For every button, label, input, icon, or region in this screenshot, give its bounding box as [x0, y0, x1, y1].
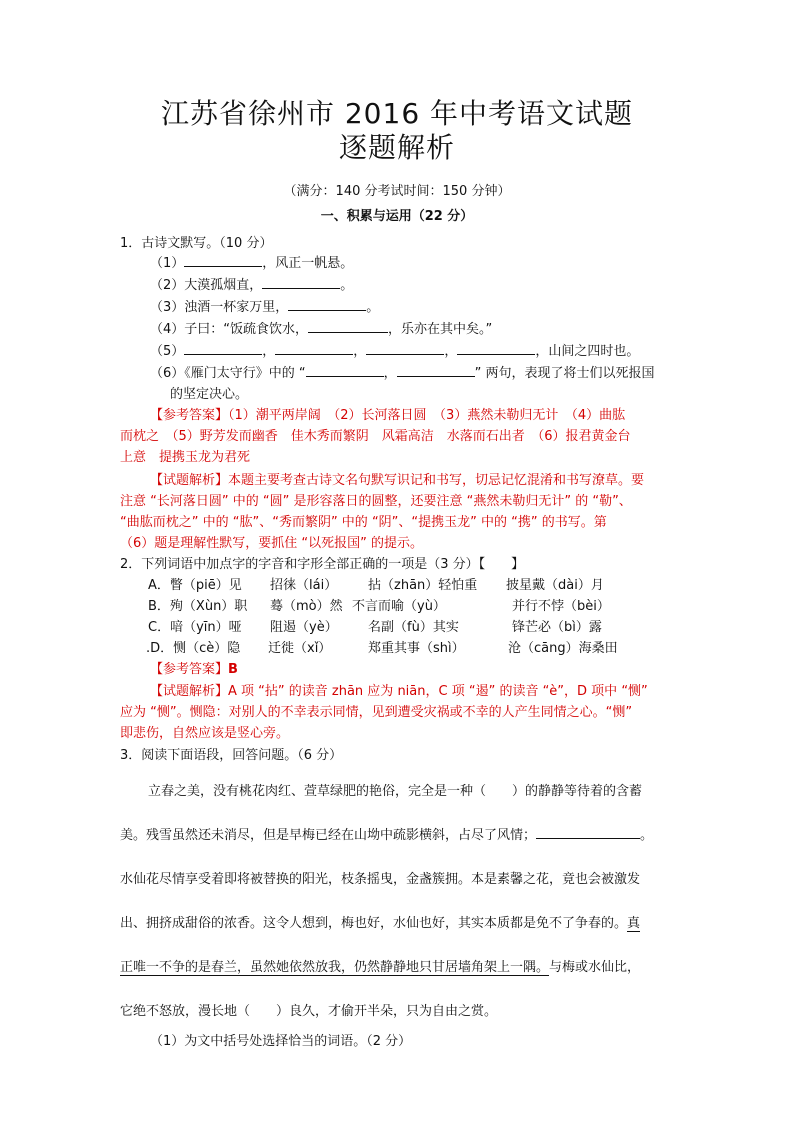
- answer-blank: [366, 340, 444, 355]
- q1-answer-line-2: 而枕之 （5）野芳发而幽香 佳木秀而繁阴 风霜高洁 水落而石出者 （6）报君黄金台: [120, 429, 631, 444]
- answer-blank: [262, 274, 340, 289]
- answer-blank: [275, 340, 353, 355]
- answer-blank: [184, 252, 262, 267]
- document-page: 江苏省徐州市 2016 年中考语文试题 逐题解析 （满分：140 分考试时间：150 分钟） 一、积累与运用（22 分） 1．古诗文默写。（10 分） （1） ，风正一帆悬。 （2）大漠孤烟直， 。 （3）浊酒一杯家万里， 。 （4）子曰：“饭疏食饮水， ，乐亦在其中矣。” （5） ， ， ， ，山间之四时也。 （6）《雁门太守行》中的 “ ， ” 两句，表现了将士们以死报国 的坚定决心。 【参考答案】（1）潮平两岸阔 （2）长河落日圆 （3）燕然未勒归无计 （4）曲肱 而枕之 （5）野芳发而幽香 佳木秀而繁阴 风霜高洁 水落而石出者 （6）报君黄金台 上意 提携玉龙为君死 【试题解析】本题主要考查古诗文名句默写识记和书写，切忌记忆混淆和书写潦草。要 注意 “长河落日圆” 中的 “圆” 是形容落日的圆整，还要注意 “燕然未勒归无计” 的 “勒”、 “曲肱而枕之” 中的 “肱”、“秀而繁阴” 中的 “阴”、“提携玉龙” 中的 “携” 的书写。第 （6）题是理解性默写，要抓住 “以死报国” 的提示。 2．下列词语中加点字的字音和字形全部正确的一项是（3 分）【 】 A．瞥（piē）见 招徕（lái） 拈（zhān）轻怕重 披星戴（dài）月 B．殉（Xùn）职 蓦（mò）然 不言而喻（yù） 并行不悖（bèi） C．喑（yīn）哑 阻遏（yè） 名副（fù）其实 锋芒必（bì）露 .D．恻（cè）隐 迁徙（xǐ） 郑重其事（shì） 沧（cāng）海桑田 【参考答案】B 【试题解析】A 项 “拈” 的读音 zhān 应为 niān，C 项 “遏” 的读音 “è”，D 项中 “恻” 应为 “恻”。恻隐：对别人的不幸表示同情，见到遭受灾祸或不幸的人产生同情之心。“恻” 即悲伤，自然应该是竖心旁。 3．阅读下面语段，回答问题。（6 分） 立春之美，没有桃花肉红、萱草绿肥的艳俗，完全是一种（ ）的静静等待着的含蓄 美。残雪虽然还未消尽，但是早梅已经在山坳中疏影横斜，占尽了风情； 。 水仙花尽情享受着即将被替换的阳光，枝条摇曳，金盏簇拥。本是素馨之花，竟也会被激发 出、拥挤成甜俗的浓香。这令人想到，梅也好，水仙也好，其实本质都是免不了争春的。真 正唯一不争的是春兰，虽然她依然放我，仍然静静地只甘居墙角架上一隅。与梅或水仙比， 它绝不怒放，漫长地（ ）良久，才偷开半朵，只为自由之赏。 （1）为文中括号处选择恰当的词语。（2 分）: [0, 0, 794, 1123]
- answer-blank: [308, 318, 388, 333]
- underlined-sentence: 真: [627, 916, 641, 931]
- q1-answer-line-1: 【参考答案】（1）潮平两岸阔 （2）长河落日圆 （3）燕然未勒归无计 （4）曲肱: [150, 408, 626, 423]
- q3-subquestion-1: （1）为文中括号处选择恰当的词语。（2 分）: [150, 1034, 412, 1049]
- q1-analysis-line-1: 【试题解析】本题主要考查古诗文名句默写识记和书写，切忌记忆混淆和书写潦草。要: [150, 473, 645, 488]
- q1-stem: 1．古诗文默写。（10 分）: [120, 236, 273, 251]
- q3-passage-line-4: 出、拥挤成甜俗的浓香。这令人想到，梅也好，水仙也好，其实本质都是免不了争春的。真: [120, 916, 641, 931]
- q2-analysis-line-1: 【试题解析】A 项 “拈” 的读音 zhān 应为 niān，C 项 “遏” 的读音 “è”，D 项中 “恻”: [150, 684, 648, 699]
- q3-stem: 3．阅读下面语段，回答问题。（6 分）: [120, 748, 343, 763]
- q2-analysis-line-2: 应为 “恻”。恻隐：对别人的不幸表示同情，见到遭受灾祸或不幸的人产生同情之心。“恻”: [120, 705, 633, 720]
- answer-blank: [457, 340, 535, 355]
- title-line-1: 江苏省徐州市 2016 年中考语文试题: [160, 97, 634, 130]
- q2-stem: 2．下列词语中加点字的字音和字形全部正确的一项是（3 分）【 】: [120, 557, 525, 572]
- q1-item-1: （1） ，风正一帆悬。: [150, 252, 353, 271]
- q3-passage-line-6: 它绝不怒放，漫长地（ ）良久，才偷开半朵，只为自由之赏。: [120, 1004, 498, 1019]
- answer-blank: [397, 362, 475, 377]
- q1-analysis-line-3: “曲肱而枕之” 中的 “肱”、“秀而繁阴” 中的 “阴”、“提携玉龙” 中的 “携” 的书写。第: [120, 515, 607, 530]
- q1-analysis-line-2: 注意 “长河落日圆” 中的 “圆” 是形容落日的圆整，还要注意 “燕然未勒归无计” 的 “勒”、: [120, 494, 632, 509]
- q1-item-2: （2）大漠孤烟直， 。: [150, 274, 353, 293]
- q3-passage-line-1: 立春之美，没有桃花肉红、萱草绿肥的艳俗，完全是一种（ ）的静静等待着的含蓄: [148, 784, 643, 799]
- q3-passage-line-3: 水仙花尽情享受着即将被替换的阳光，枝条摇曳，金盏簇拥。本是素馨之花，竟也会被激发: [120, 872, 641, 887]
- answer-blank: [288, 296, 366, 311]
- q1-item-5: （5） ， ， ， ，山间之四时也。: [150, 340, 639, 359]
- q1-item-4: （4）子曰：“饭疏食饮水， ，乐亦在其中矣。”: [150, 318, 492, 337]
- section-heading: 一、积累与运用（22 分）: [320, 209, 474, 224]
- answer-blank: [536, 824, 640, 839]
- q3-passage-line-2: 美。残雪虽然还未消尽，但是早梅已经在山坳中疏影横斜，占尽了风情； 。: [120, 824, 653, 843]
- q1-item-6: （6）《雁门太守行》中的 “ ， ” 两句，表现了将士们以死报国: [150, 362, 655, 381]
- title-line-2: 逐题解析: [338, 131, 455, 164]
- q1-analysis-line-4: （6）题是理解性默写，要抓住 “以死报国” 的提示。: [120, 536, 424, 551]
- answer-blank: [306, 362, 384, 377]
- score-info: （满分：140 分考试时间：150 分钟）: [283, 184, 511, 199]
- q2-analysis-line-3: 即悲伤，自然应该是竖心旁。: [120, 726, 290, 741]
- underlined-sentence: 正唯一不争的是春兰，虽然她依然放我，仍然静静地只甘居墙角架上一隅。: [120, 960, 550, 975]
- answer-blank: [184, 340, 262, 355]
- q1-item-3: （3）浊酒一杯家万里， 。: [150, 296, 379, 315]
- q1-answer-line-3: 上意 提携玉龙为君死: [120, 450, 251, 465]
- q3-passage-line-5: 正唯一不争的是春兰，虽然她依然放我，仍然静静地只甘居墙角架上一隅。与梅或水仙比，: [120, 960, 641, 975]
- q2-answer: 【参考答案】B: [150, 662, 238, 677]
- q1-item-6-cont: 的坚定决心。: [170, 387, 249, 402]
